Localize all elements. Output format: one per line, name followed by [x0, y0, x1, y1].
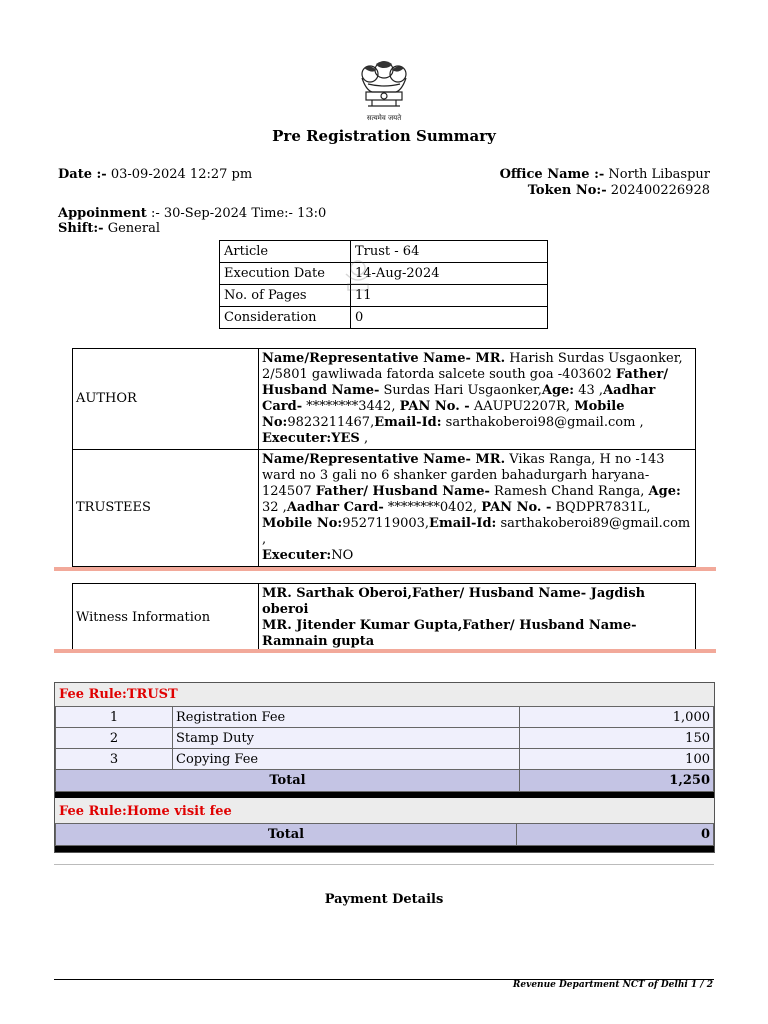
fee-rule-trust-heading: Fee Rule:TRUST [59, 687, 178, 702]
section-bar [55, 792, 714, 798]
author-age-label: Age: [541, 383, 575, 398]
trustee-name-value: Vikas Ranga, H no -143 ward no 3 gali no 6 shanker garden bahadurgarh haryana-124507 [262, 452, 665, 499]
document-info-table [219, 240, 548, 329]
fee-desc: Registration Fee [173, 707, 520, 728]
table-row [56, 728, 714, 749]
trustee-pan-label: PAN No. - [481, 500, 552, 515]
table-row [73, 450, 696, 567]
date-label: Date :- [58, 167, 107, 182]
parties-table [72, 348, 696, 567]
trustee-pan-value: BQDPR7831L, [551, 500, 651, 515]
fee-sno: 2 [56, 728, 173, 749]
witness-details [259, 584, 696, 653]
trustee-aadhar-value: ********0402, [383, 500, 482, 515]
fee-section [54, 682, 715, 853]
table-row [220, 307, 548, 329]
emblem-caption: सत्यमेव जयते [366, 114, 402, 122]
info-label: Consideration [220, 307, 351, 329]
author-details [259, 349, 696, 450]
trustee-details [259, 450, 696, 567]
fee-total-row [56, 824, 714, 846]
fee-sno: 3 [56, 749, 173, 770]
author-aadhar-label: Aadhar Card- [262, 383, 656, 414]
author-email-label: Email-Id: [374, 415, 442, 430]
table-row [73, 584, 696, 653]
witness-line-2: MR. Jitender Kumar Gupta,Father/ Husband Name- Ramnain gupta [262, 618, 637, 649]
table-row [56, 707, 714, 728]
info-label: No. of Pages [220, 285, 351, 307]
witness-label: Witness Information [73, 584, 259, 653]
trustee-mobile-label: Mobile No: [262, 516, 343, 531]
info-value: 14-Aug-2024 [351, 263, 548, 285]
fee-total-amount: 1,250 [520, 770, 714, 792]
info-label: Article [220, 241, 351, 263]
office-block [500, 167, 710, 199]
trustee-email-value: sarthakoberoi89@gmail.com , [262, 516, 691, 547]
office-label: Office Name :- [499, 167, 605, 182]
author-father-value: Surdas Hari Usgaonker, [379, 383, 542, 398]
fee-desc: Copying Fee [173, 749, 520, 770]
page-title: Pre Registration Summary [272, 127, 496, 145]
party-role-author: AUTHOR [73, 349, 259, 450]
author-aadhar-value: ********3442, [302, 399, 400, 414]
info-value: 0 [351, 307, 548, 329]
party-role-trustees: TRUSTEES [73, 450, 259, 567]
fee-amount: 150 [520, 728, 714, 749]
author-pan-label: PAN No. - [399, 399, 470, 414]
table-row [73, 349, 696, 450]
section-divider [54, 567, 716, 571]
fee-table-trust [55, 706, 714, 792]
trustee-aadhar-label: Aadhar Card- [286, 500, 384, 515]
author-pan-value: AAUPU2207R, [469, 399, 575, 414]
token-label: Token No:- [527, 183, 607, 198]
author-tail: , [359, 431, 369, 446]
table-row [220, 263, 548, 285]
witness-line-1: MR. Sarthak Oberoi,Father/ Husband Name- Jagdish oberoi [262, 586, 646, 617]
trustee-executer-value: NO [331, 548, 354, 563]
appointment-value: :- 30-Sep-2024 Time:- 13:0 [150, 206, 327, 221]
info-value: 11 [351, 285, 548, 307]
fee-total-row [56, 770, 714, 792]
fee-rule-home-visit-heading: Fee Rule:Home visit fee [59, 804, 232, 819]
trustee-mobile-value: 9527119003, [342, 516, 430, 531]
author-name-label: Name/Representative Name- MR. [262, 351, 506, 366]
shift-label: Shift:- [58, 221, 104, 236]
trustee-name-label: Name/Representative Name- MR. [262, 452, 506, 467]
author-email-value: sarthakoberoi98@gmail.com , [441, 415, 644, 430]
info-value: Trust - 64 [351, 241, 548, 263]
fee-total-label: Total [56, 824, 517, 846]
author-father-label: Father/ Husband Name- [262, 367, 669, 398]
author-name-value: Harish Surdas Usgaonker, 2/5801 gawliwada fatorda salcete south goa -403602 [262, 351, 683, 382]
national-emblem-icon [346, 56, 422, 124]
watermark-emblem-icon [340, 258, 376, 298]
fee-desc: Stamp Duty [173, 728, 520, 749]
trustee-age-value: 32 , [262, 500, 287, 515]
fee-total-label: Total [56, 770, 520, 792]
date-line [58, 167, 252, 182]
table-row [220, 285, 548, 307]
section-divider [54, 649, 716, 653]
author-executer-label: Executer: [262, 431, 332, 446]
payment-details-heading: Payment Details [324, 892, 444, 907]
fee-table-home-visit [55, 823, 714, 846]
author-age-value: 43 , [574, 383, 604, 398]
divider [54, 864, 714, 865]
trustee-father-value: Ramesh Chand Ranga, [489, 484, 649, 499]
fee-sno: 1 [56, 707, 173, 728]
trustee-father-label: Father/ Husband Name- [315, 484, 490, 499]
page-footer: Revenue Department NCT of Delhi 1 / 2 [512, 980, 713, 990]
appointment-block [58, 206, 326, 236]
author-mobile-label: Mobile No: [262, 399, 625, 430]
fee-total-amount: 0 [517, 824, 714, 846]
fee-amount: 1,000 [520, 707, 714, 728]
fee-amount: 100 [520, 749, 714, 770]
info-label: Execution Date [220, 263, 351, 285]
section-bar [55, 846, 714, 852]
witness-table [72, 583, 696, 653]
table-row [56, 749, 714, 770]
office-value: North Libaspur [608, 167, 710, 182]
token-value: 202400226928 [610, 183, 710, 198]
table-row [220, 241, 548, 263]
trustee-email-label: Email-Id: [429, 516, 497, 531]
author-mobile-value: 9823211467, [287, 415, 375, 430]
author-executer-value: YES [331, 431, 360, 446]
appointment-label: Appoinment [58, 206, 147, 221]
trustee-executer-label: Executer: [262, 548, 332, 563]
date-value: 03-09-2024 12:27 pm [110, 167, 253, 182]
trustee-age-label: Age: [648, 484, 681, 499]
shift-value: General [107, 221, 160, 236]
